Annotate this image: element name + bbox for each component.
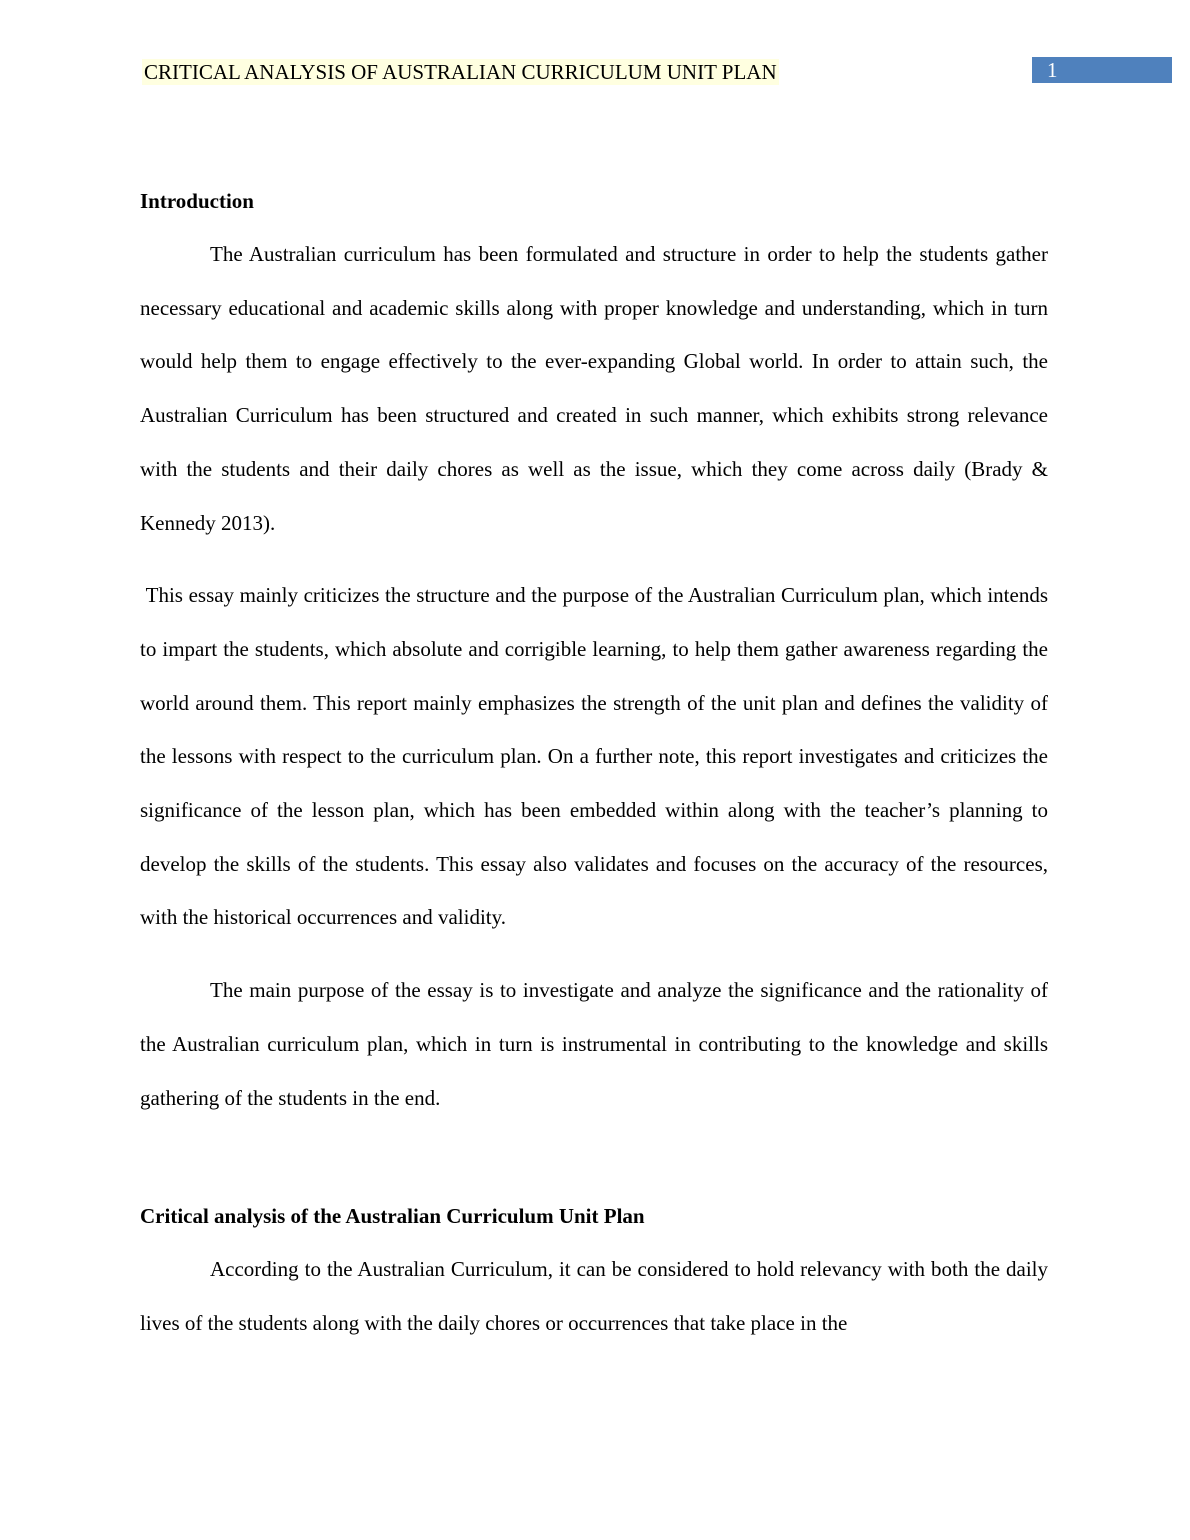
page-number-box [1032, 57, 1172, 83]
running-head: CRITICAL ANALYSIS OF AUSTRALIAN CURRICULUM UNIT PLAN [144, 60, 777, 84]
intro-paragraph-1: The Australian curriculum has been formulated and structure in order to help the students gather necessary educational and academic skills along with proper knowledge and understanding, which in turn would help them to engage effectively to the ever-expanding Global world. In order to attain such, the Australian Curriculum has been structured and created in such manner, which exhibits strong relevance with the students and their daily chores as well as the issue, which they come across daily (Brady & Kennedy 2013). [140, 242, 1048, 535]
intro-paragraph-3: The main purpose of the essay is to investigate and analyze the significance and the rationality of the Australian curriculum plan, which in turn is instrumental in contributing to the knowledge and skills gathering of the students in the end. [140, 978, 1048, 1110]
introduction-heading: Introduction [140, 189, 254, 213]
intro-paragraph-2: This essay mainly criticizes the structure and the purpose of the Australian Curriculum plan, which intends to impart the students, which absolute and corrigible learning, to help them gather awareness regarding the world around them. This report mainly emphasizes the strength of the unit plan and defines the validity of the lessons with respect to the curriculum plan. On a further note, this report investigates and criticizes the significance of the lesson plan, which has been embedded within along with the teacher’s planning to develop the skills of the students. This essay also validates and focuses on the accuracy of the resources, with the historical occurrences and validity. [140, 583, 1054, 930]
document-body [140, 183, 1054, 1351]
critical-analysis-paragraph-1: According to the Australian Curriculum, it can be considered to hold relevancy with both the daily lives of the students along with the daily chores or occurrences that take place in the [140, 1257, 1048, 1335]
page-number: 1 [1047, 58, 1058, 82]
critical-analysis-heading: Critical analysis of the Australian Curriculum Unit Plan [140, 1204, 645, 1229]
